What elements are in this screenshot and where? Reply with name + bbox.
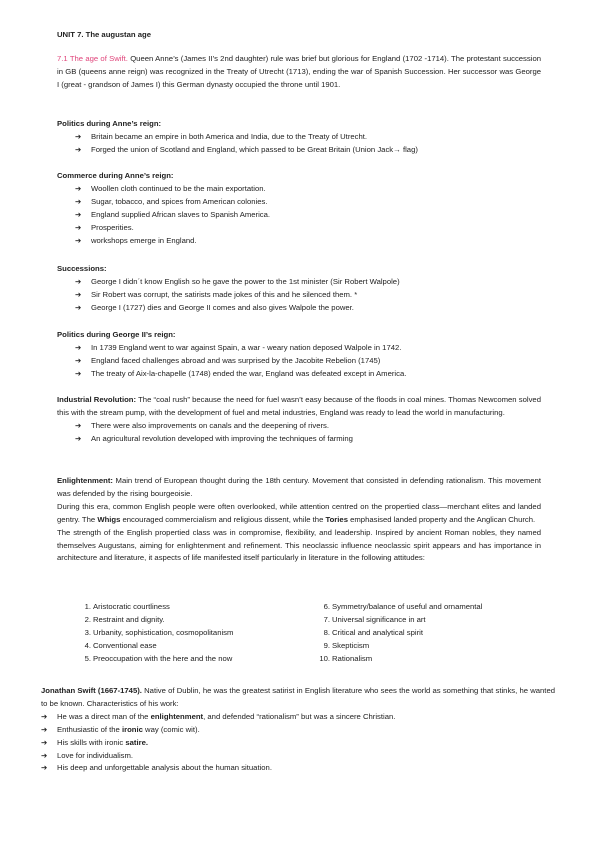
arrow-icon: ➔ — [75, 196, 82, 206]
industrial-list — [57, 420, 541, 446]
list-item: ➔ In 1739 England went to war against Spain, a war - weary nation deposed Walpole in 1742. — [75, 342, 541, 355]
list-item: ➔ There were also improvements on canals and the deepening of rivers. — [75, 420, 541, 433]
arrow-icon: ➔ — [41, 763, 48, 773]
list-item: 6. Symmetry/balance of useful and ornamental — [323, 602, 483, 611]
enlightenment-paragraph-3: The strength of the English propertied class was in compromise, flexibility, and leadership. Inspired by ancient Roman nobles, they named themselves Augustans, aiming for enlightenment and refinement. This neoclassic influence neoclassic spirit appears and has importance in architecture and literature, it aspects of life manifested itself particularly in literature in the following attitudes: — [57, 527, 541, 563]
age-of-swift-text: Queen Anne’s (James II’s 2nd daughter) rule was brief but glorious for England (1702 -1714). The protestant succession in GB (queens anne reign) was recognized in the Treaty of Utrecht (1713), ending the war of Spanish Succession. Her successor was George I (great - grandson of James I) this German dynasty occupied the throne until 1901. — [57, 54, 542, 89]
arrow-icon: ➔ — [75, 420, 82, 430]
swift-label: Jonathan Swift (1667-1745). — [41, 686, 142, 695]
attitudes-right-column — [315, 601, 555, 666]
arrow-icon: ➔ — [75, 355, 82, 365]
attitudes-left-column — [76, 601, 316, 666]
list-item: 10. Rationalism — [319, 653, 373, 663]
politics-anne-section — [57, 118, 541, 157]
list-item: ➔ His skills with ironic satire. — [41, 737, 555, 750]
arrow-icon: ➔ — [75, 183, 82, 193]
list-item: 2. Restraint and dignity. — [84, 614, 165, 624]
list-item: ➔ An agricultural revolution developed with improving the techniques of farming — [75, 433, 541, 446]
list-item: ➔ England supplied African slaves to Spanish America. — [75, 209, 541, 222]
list-item: ➔ workshops emerge in England. — [75, 235, 541, 248]
arrow-icon: ➔ — [41, 724, 48, 734]
successions-heading: Successions: — [57, 264, 107, 273]
list-item: 1. Aristocratic courtliness — [84, 602, 170, 611]
arrow-icon: ➔ — [41, 711, 48, 721]
swift-characteristics-list — [41, 711, 555, 776]
commerce-anne-section — [57, 170, 541, 247]
politics-george-list — [57, 342, 541, 381]
arrow-icon: ➔ — [75, 222, 82, 232]
list-item: ➔ Sir Robert was corrupt, the satirists made jokes of this and he silenced them. * — [75, 289, 541, 302]
industrial-text: The “coal rush” because the need for fuel wasn’t easy because of the floods in coal mines. Thomas Newcomen solved this with the stream pump, with the development of fuel and metal industries, England was ready to lead the world in manufacturing. — [57, 395, 541, 417]
section-number-label: 7.1 The age of Swift. — [57, 54, 128, 63]
enlightenment-paragraph-1: Enlightenment: Main trend of European thought during the 18th century. Movement that consisted in defending rationalism. This movement was defended by the rising bourgeoisie. — [57, 476, 541, 498]
arrow-icon: ➔ — [75, 368, 82, 378]
arrow-icon: ➔ — [75, 342, 82, 352]
industrial-paragraph — [57, 394, 541, 420]
whigs-term: Whigs — [97, 514, 121, 524]
industrial-section — [57, 394, 541, 446]
enlightenment-section — [57, 475, 541, 565]
list-item: ➔ Love for individualism. — [41, 750, 555, 763]
arrow-icon: ➔ — [75, 235, 82, 245]
arrow-icon: ➔ — [75, 131, 82, 141]
swift-section — [41, 685, 555, 775]
arrow-icon: ➔ — [41, 737, 48, 747]
arrow-icon: ➔ — [75, 209, 82, 219]
list-item: ➔ Forged the union of Scotland and England, which passed to be Great Britain (Union Jack→ flag) — [75, 144, 541, 157]
arrow-icon: ➔ — [75, 144, 82, 154]
arrow-icon: ➔ — [75, 433, 82, 443]
list-item: ➔ His deep and unforgettable analysis about the human situation. — [41, 762, 555, 775]
politics-george-heading: Politics during George II’s reign: — [57, 330, 176, 339]
list-item: 7. Universal significance in art — [323, 614, 426, 624]
list-item: ➔ The treaty of Aix-la-chapelle (1748) ended the war, England was defeated except in America. — [75, 368, 541, 381]
enlightenment-label: Enlightenment: — [57, 476, 113, 485]
arrow-icon: ➔ — [75, 276, 82, 286]
tories-term: Tories — [325, 514, 348, 524]
arrow-icon: ➔ — [75, 302, 82, 312]
list-item: ➔ George I didn´t know English so he gave the power to the 1st minister (Sir Robert Walpole) — [75, 276, 541, 289]
politics-anne-heading: Politics during Anne’s reign: — [57, 119, 162, 128]
commerce-anne-heading: Commerce during Anne’s reign: — [57, 171, 174, 180]
list-item: ➔ George I (1727) dies and George II comes and also gives Walpole the power. — [75, 302, 541, 315]
successions-list — [57, 276, 541, 315]
list-item: 5. Preoccupation with the here and the now — [84, 653, 233, 663]
age-of-swift-section — [57, 53, 541, 92]
age-of-swift-paragraph — [57, 53, 541, 92]
list-item: 3. Urbanity, sophistication, cosmopolitanism — [84, 627, 234, 637]
politics-george-section — [57, 329, 541, 381]
list-item: ➔ England faced challenges abroad and was surprised by the Jacobite Rebelion (1745) — [75, 355, 541, 368]
list-item: 8. Critical and analytical spirit — [323, 627, 424, 637]
list-item: ➔ Enthusiastic of the ironic way (comic wit). — [41, 724, 555, 737]
list-item: ➔ Britain became an empire in both America and India, due to the Treaty of Utrecht. — [75, 131, 541, 144]
arrow-icon: ➔ — [75, 289, 82, 299]
list-item: ➔ He was a direct man of the enlightenment, and defended “rationalism” but was a sincere Christian. — [41, 711, 555, 724]
unit-title: UNIT 7. The augustan age — [57, 30, 151, 39]
swift-paragraph: Jonathan Swift (1667-1745). Native of Dublin, he was the greatest satirist in English literature who sees the world as something that stinks, he wanted to be known. Characteristics of his work: — [41, 686, 555, 708]
list-item: 9. Skepticism — [323, 640, 370, 650]
enlightenment-paragraph-2: During this era, common English people were often overlooked, while attention centred on the propertied class—merchant elites and landed gentry. The Whigs encouraged commercialism and religious dissent, while the Tories emphasised landed property and the Anglican Church. — [57, 501, 541, 524]
industrial-label: Industrial Revolution: — [57, 395, 137, 404]
list-item: ➔ Prosperities. — [75, 222, 541, 235]
list-item: ➔ Woollen cloth continued to be the main exportation. — [75, 183, 541, 196]
list-item: ➔ Sugar, tobacco, and spices from American colonies. — [75, 196, 541, 209]
arrow-icon: ➔ — [41, 750, 48, 760]
commerce-anne-list — [57, 183, 541, 248]
politics-anne-list — [57, 131, 541, 157]
successions-section — [57, 263, 541, 315]
list-item: 4. Conventional ease — [84, 640, 157, 650]
